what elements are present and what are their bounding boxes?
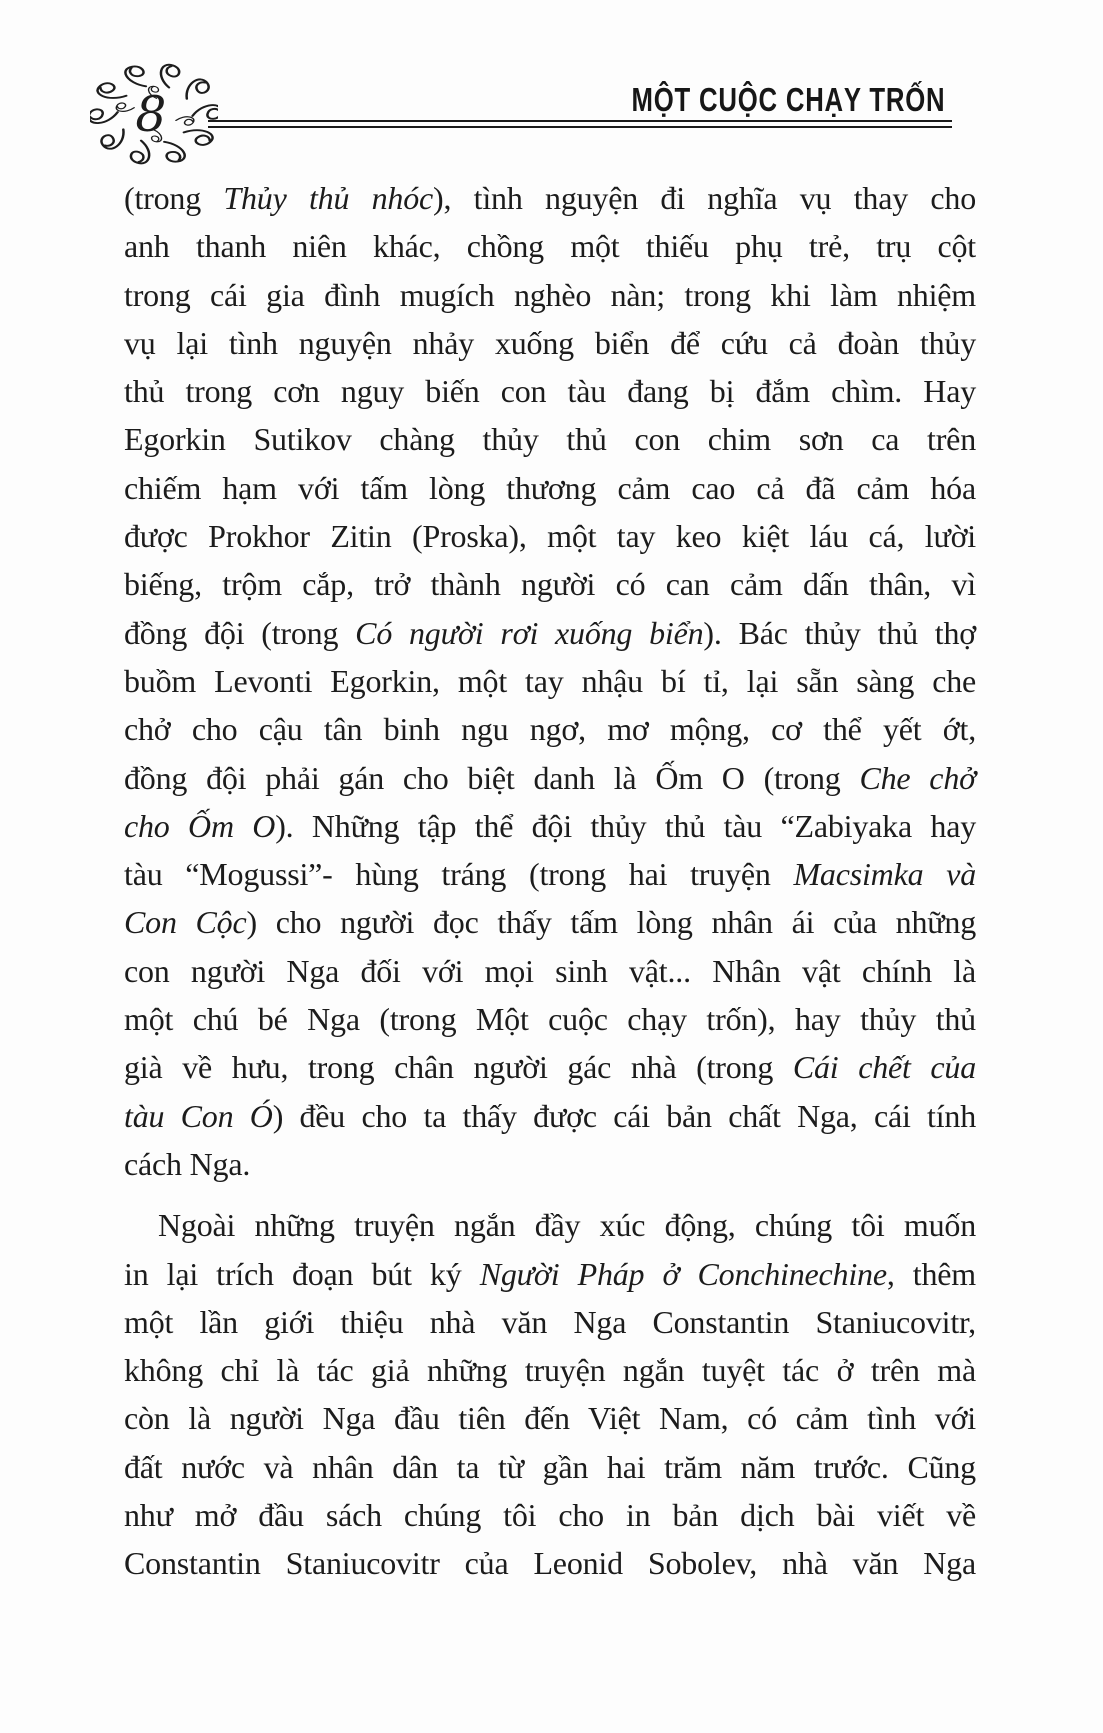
text-line [124, 947, 976, 995]
body-text: vụ lại tình nguyện nhảy xuống biển để cứu cả đoàn thủy [124, 324, 976, 361]
text-line [124, 415, 976, 463]
text-line [124, 802, 976, 850]
italic-book-title-text: Có người rơi xuống biển [355, 614, 704, 651]
italic-book-title-text: cho Ốm O [124, 807, 276, 844]
body-text: đồng đội (trong [124, 614, 356, 651]
body-text: Constantin Staniucovitr của Leonid Sobolev, nhà văn Nga [124, 1545, 976, 1582]
text-line [124, 1201, 976, 1249]
text-line [124, 222, 976, 270]
body-text: chiếm hạm với tấm lòng thương cảm cao cả đã cảm hóa [124, 469, 976, 506]
body-text: một chú bé Nga (trong Một cuộc chạy trốn), hay thủy thủ [124, 1001, 976, 1038]
body-text: như mở đầu sách chúng tôi cho in bản dịch bài viết về [124, 1497, 976, 1534]
body-text: ) đều cho ta thấy được cái bản chất Nga, cái tính [272, 1097, 977, 1134]
text-line [124, 367, 976, 415]
body-text: Ngoài những truyện ngắn đầy xúc động, chúng tôi muốn [158, 1207, 976, 1244]
text-line [124, 898, 976, 946]
body-text: in lại trích đoạn bút ký [124, 1255, 480, 1292]
text-line [124, 705, 976, 753]
text-line [124, 464, 976, 512]
body-text: Egorkin Sutikov chàng thủy thủ con chim sơn ca trên [124, 421, 976, 458]
body-text: được Prokhor Zitin (Proska), một tay keo kiệt láu cá, lười [124, 518, 976, 555]
body-text: trong cái gia đình mugích nghèo nàn; trong khi làm nhiệm [124, 276, 976, 313]
italic-book-title-text: Người Pháp ở Conchinechine [479, 1255, 887, 1292]
body-text: ). Bác thủy thủ thợ [703, 614, 976, 651]
body-text: anh thanh niên khác, chồng một thiếu phụ trẻ, trụ cột [124, 228, 976, 265]
italic-book-title-text: Cái chết của [792, 1049, 976, 1086]
text-line [124, 657, 976, 705]
body-text: ). Những tập thể đội thủy thủ tàu “Zabiyaka hay [275, 807, 976, 844]
text-line [124, 1346, 976, 1394]
body-text: không chỉ là tác giả những truyện ngắn tuyệt tác ở trên mà [124, 1352, 976, 1389]
body-text: thủ trong cơn nguy biến con tàu đang bị đắm chìm. Hay [124, 373, 976, 410]
text-line [124, 1092, 976, 1140]
italic-book-title-text: Che chở [859, 759, 976, 796]
text-line [124, 319, 976, 367]
text-line [124, 512, 976, 560]
text-line [124, 1298, 976, 1346]
text-block [124, 174, 976, 1588]
italic-book-title-text: Thủy thủ nhóc [223, 180, 434, 216]
text-line [124, 1043, 976, 1091]
page-number-ornament [90, 58, 218, 168]
paragraph [124, 1201, 976, 1587]
text-line [124, 271, 976, 319]
text-line [124, 1539, 976, 1587]
body-text: chở cho cậu tân binh ngu ngơ, mơ mộng, cơ thể yết ớt, [124, 711, 976, 748]
floral-wreath-icon [90, 58, 218, 168]
body-text: đồng đội phải gán cho biệt danh là Ốm O (trong [124, 759, 860, 796]
body-text: ), tình nguyện đi nghĩa vụ thay cho [433, 180, 976, 216]
italic-book-title-text: Macsimka và [793, 856, 976, 893]
body-text: buồm Levonti Egorkin, một tay nhậu bí tỉ, lại sẵn sàng che [124, 662, 976, 699]
paragraph [124, 174, 976, 1188]
body-text: biếng, trộm cắp, trở thành người có can cảm dấn thân, vì [124, 566, 976, 603]
body-text: còn là người Nga đầu tiên đến Việt Nam, có cảm tình với [124, 1400, 976, 1437]
text-line [124, 1250, 976, 1298]
body-text: cách Nga. [124, 1145, 251, 1182]
text-line [124, 1491, 976, 1539]
header-rule [208, 120, 952, 128]
text-line [124, 1394, 976, 1442]
text-line [124, 754, 976, 802]
page-number: 8 [135, 86, 167, 143]
body-text: con người Nga đối với mọi sinh vật... Nhân vật chính là [124, 952, 976, 989]
body-text: một lần giới thiệu nhà văn Nga Constantin Staniucovitr, [124, 1303, 976, 1340]
body-text: già về hưu, trong chân người gác nhà (trong [124, 1049, 793, 1086]
body-text: tàu “Mogussi”- hùng tráng (trong hai truyện [124, 856, 794, 893]
italic-book-title-text: tàu Con Ó [124, 1097, 273, 1134]
text-line [124, 560, 976, 608]
body-text: , thêm [886, 1255, 976, 1292]
running-title: MỘT CUỘC CHẠY TRỐN [631, 81, 945, 118]
body-text: ) cho người đọc thấy tấm lòng nhân ái của những [246, 904, 976, 941]
text-line [124, 174, 976, 222]
body-text: (trong [124, 180, 224, 216]
body-text: đất nước và nhân dân ta từ gần hai trăm năm trước. Cũng [124, 1448, 976, 1485]
text-line [124, 1140, 976, 1188]
text-line [124, 995, 976, 1043]
italic-book-title-text: Con Cộc [124, 904, 247, 941]
text-line [124, 609, 976, 657]
text-line [124, 850, 976, 898]
text-line [124, 1443, 976, 1491]
